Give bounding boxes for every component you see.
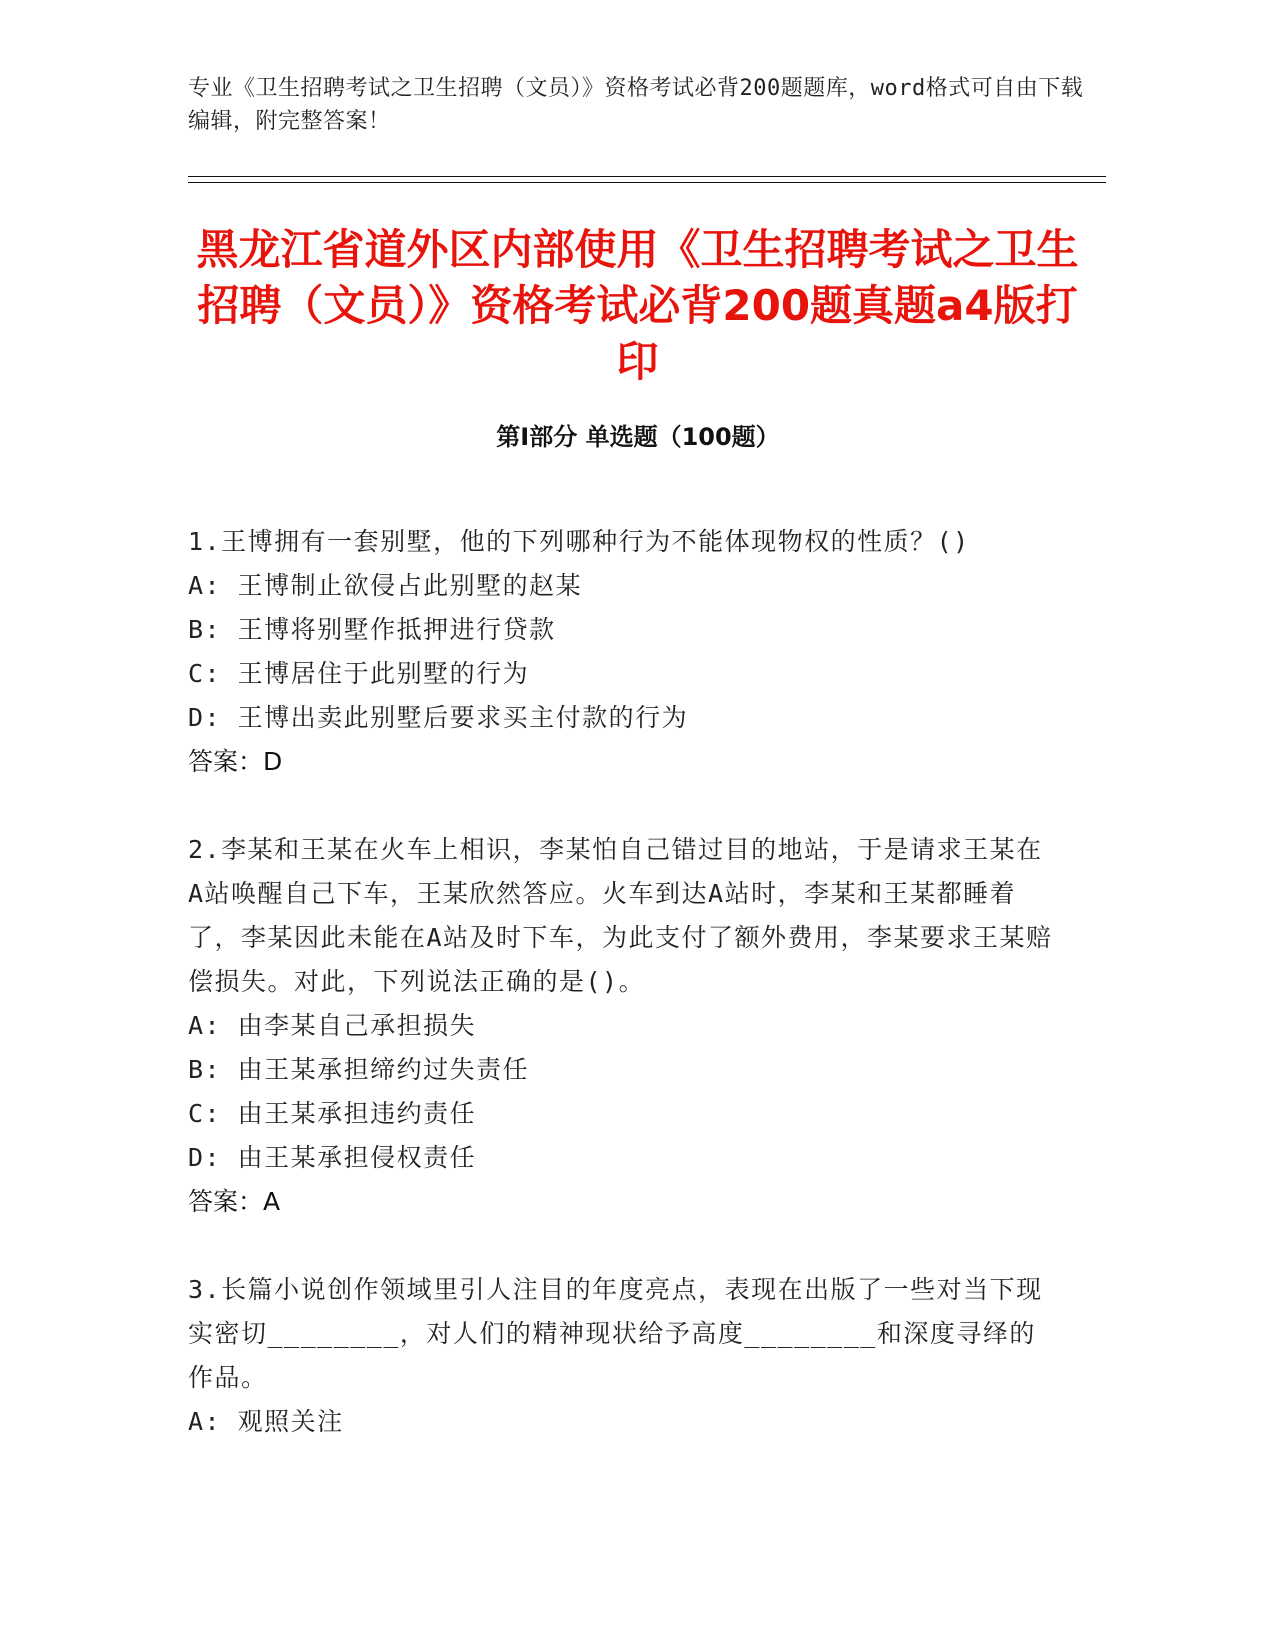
option-a: A: 由李某自己承担损失	[188, 1011, 477, 1040]
question-2	[188, 828, 1058, 1224]
answer-line: 答案：D	[188, 747, 283, 776]
question-stem: 2.李某和王某在火车上相识，李某怕自己错过目的地站，于是请求王某在A站唤醒自己下车，王某欣然答应。火车到达A站时，李某和王某都睡着了，李某因此未能在A站及时下车，为此支付了额外费用，李某要求王某赔偿损失。对此，下列说法正确的是()。	[188, 835, 1053, 996]
section-title: 第I部分 单选题（100题）	[496, 423, 780, 451]
option-b: B: 王博将别墅作抵押进行贷款	[188, 615, 556, 644]
question-stem: 3.长篇小说创作领域里引人注目的年度亮点，表现在出版了一些对当下现实密切________，对人们的精神现状给予高度________和深度寻绎的作品。	[188, 1275, 1043, 1392]
question-3	[188, 1268, 1058, 1444]
option-b: B: 由王某承担缔约过失责任	[188, 1055, 530, 1084]
header-note: 专业《卫生招聘考试之卫生招聘（文员）》资格考试必背200题题库，word格式可自由下载编辑，附完整答案！	[188, 76, 1084, 134]
option-a: A: 王博制止欲侵占此别墅的赵某	[188, 571, 583, 600]
question-stem: 1.王博拥有一套别墅，他的下列哪种行为不能体现物权的性质？()	[188, 527, 970, 556]
option-c: C: 王博居住于此别墅的行为	[188, 659, 530, 688]
option-d: D: 王博出卖此别墅后要求买主付款的行为	[188, 703, 689, 732]
page-title: 黑龙江省道外区内部使用《卫生招聘考试之卫生招聘（文员）》资格考试必背200题真题a4版打印	[196, 225, 1079, 386]
option-d: D: 由王某承担侵权责任	[188, 1143, 477, 1172]
option-c: C: 由王某承担违约责任	[188, 1099, 477, 1128]
answer-line: 答案：A	[188, 1187, 281, 1216]
option-a: A: 观照关注	[188, 1407, 344, 1436]
header-divider-top	[188, 176, 1106, 177]
question-1	[188, 520, 1058, 784]
header-divider-bottom	[188, 182, 1106, 183]
question-list	[188, 520, 1058, 1488]
